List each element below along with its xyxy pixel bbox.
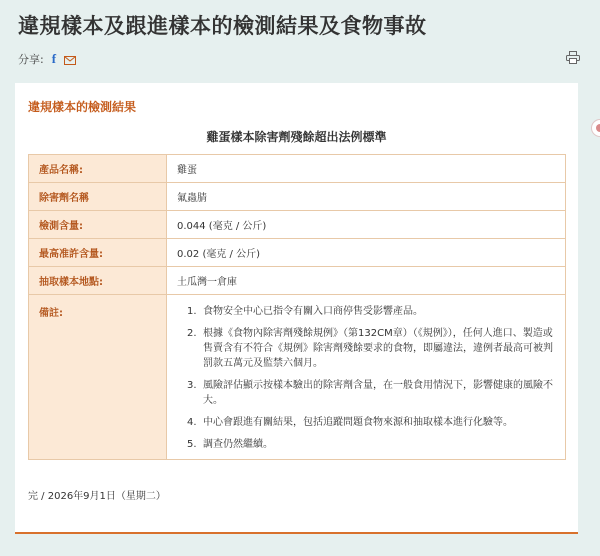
note-item <box>187 326 555 371</box>
note-text: 根據《食物內除害劑殘餘規例》（第132CM章）（《規例》），任何人進口、製造或售賣含有不符合《規例》除害劑殘餘要求的食物，即屬違法，違例者最高可被判罰款五萬元及監禁六個月。 <box>203 328 553 369</box>
table-row <box>29 155 566 183</box>
table-row <box>29 267 566 295</box>
note-number: 4. <box>187 417 197 428</box>
note-item <box>187 304 555 319</box>
notes-label: 備註: <box>29 295 167 460</box>
share-label: 分享: <box>18 53 44 66</box>
note-item <box>187 437 555 452</box>
row-value: 雞蛋 <box>167 155 566 183</box>
row-value: 土瓜灣一倉庫 <box>167 267 566 295</box>
row-value: 0.02 (毫克 / 公斤) <box>167 239 566 267</box>
row-label: 產品名稱: <box>29 155 167 183</box>
notes-cell <box>167 295 566 460</box>
facebook-icon[interactable]: f <box>51 51 57 66</box>
row-value: 0.044 (毫克 / 公斤) <box>167 211 566 239</box>
share-bar <box>18 51 76 67</box>
row-label: 除害劑名稱 <box>29 183 167 211</box>
note-text: 食物安全中心已指令有關入口商停售受影響產品。 <box>203 306 423 317</box>
note-text: 風險評估顯示按樣本驗出的除害劑含量，在一般食用情況下，影響健康的風險不大。 <box>203 380 553 406</box>
table-row <box>29 211 566 239</box>
table-row <box>29 239 566 267</box>
notes-list <box>177 304 555 452</box>
note-number: 1. <box>187 306 197 317</box>
side-tab-icon[interactable] <box>591 119 600 137</box>
row-value: 氟蟲腈 <box>167 183 566 211</box>
page-title: 違規樣本及跟進樣本的檢測結果及食物事故 <box>18 14 427 38</box>
result-table <box>28 154 566 460</box>
printer-icon[interactable] <box>566 49 580 62</box>
table-row <box>29 183 566 211</box>
note-number: 2. <box>187 328 197 339</box>
note-text: 調查仍然繼續。 <box>203 439 273 450</box>
table-caption: 雞蛋樣本除害劑殘餘超出法例標準 <box>206 130 387 144</box>
content-card <box>15 83 578 534</box>
note-item <box>187 415 555 430</box>
note-number: 5. <box>187 439 197 450</box>
notes-row <box>29 295 566 460</box>
section-heading: 違規樣本的檢測結果 <box>28 100 137 114</box>
note-item <box>187 378 555 408</box>
footer-date: 完 / 2026年9月1日（星期二） <box>28 491 166 502</box>
mail-icon[interactable] <box>64 55 76 64</box>
note-number: 3. <box>187 380 197 391</box>
note-text: 中心會跟進有關結果，包括追蹤問題食物來源和抽取樣本進行化驗等。 <box>203 417 513 428</box>
row-label: 最高准許含量: <box>29 239 167 267</box>
row-label: 檢測含量: <box>29 211 167 239</box>
row-label: 抽取樣本地點: <box>29 267 167 295</box>
